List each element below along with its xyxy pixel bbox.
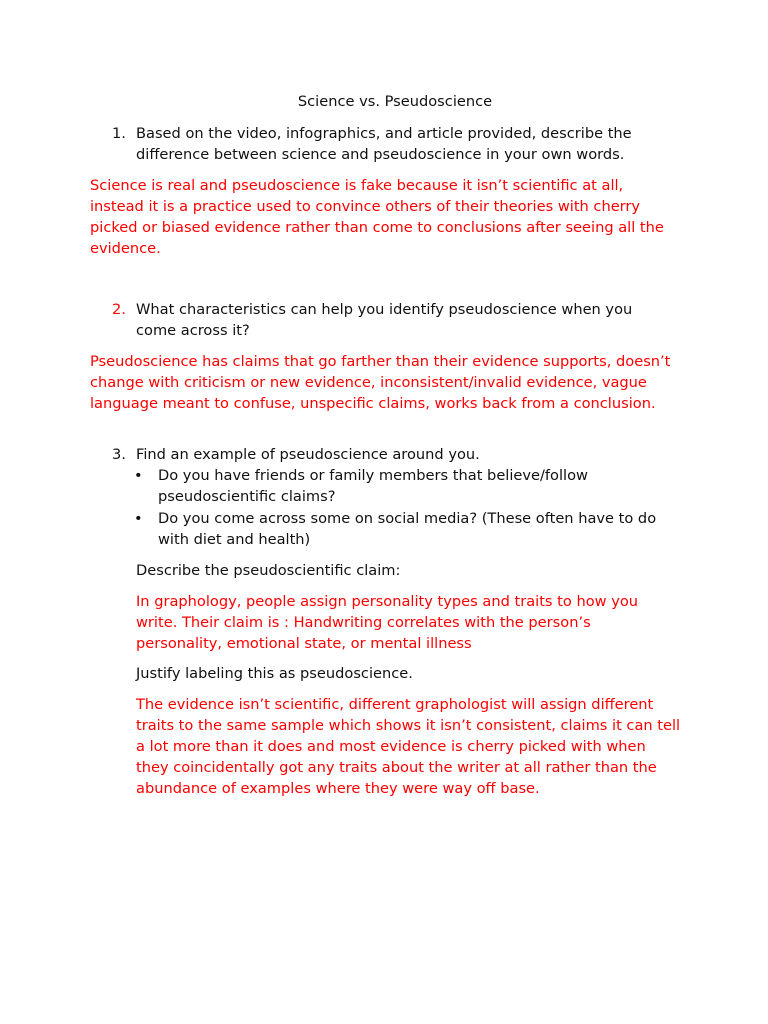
bullet-icon: • <box>134 510 143 527</box>
justify-prompt: Justify labeling this as pseudoscience. <box>136 665 413 682</box>
answer-1: Science is real and pseudoscience is fake because it isn’t scientific at all, instead it is a practice used to convince others of their theories with cherry picked or biased evidence rather than come to conclusions after seeing all the evidence. <box>90 177 664 257</box>
bullet-item <box>134 508 674 550</box>
bullet-text: Do you come across some on social media? (These often have to do with diet and health) <box>158 510 657 548</box>
question-3 <box>112 444 672 465</box>
question-1-number: 1. <box>112 125 126 142</box>
bullet-text: Do you have friends or family members that believe/follow pseudoscientific claims? <box>158 467 588 505</box>
question-3-number: 3. <box>112 446 126 463</box>
question-2-text: What characteristics can help you identify pseudoscience when you come across it? <box>136 301 633 339</box>
bullet-item <box>134 465 654 507</box>
describe-prompt: Describe the pseudoscientific claim: <box>136 562 401 579</box>
describe-answer: In graphology, people assign personality types and traits to how you write. Their claim is : Handwriting correlates with the person’s personality, emotional state, or mental illness <box>136 593 639 652</box>
justify-answer: The evidence isn’t scientific, different graphologist will assign different traits to the same sample which shows it isn’t consistent, claims it can tell a lot more than it does and most evidence is cherry picked with when they coincidentally got any traits about the writer at all rather than the abundance of examples where they were way off base. <box>136 696 681 797</box>
document-title: Science vs. Pseudoscience <box>297 93 493 110</box>
bullet-icon: • <box>134 467 143 484</box>
question-2-number: 2. <box>112 301 126 318</box>
question-1 <box>112 123 672 165</box>
question-3-text: Find an example of pseudoscience around you. <box>136 446 480 463</box>
answer-2: Pseudoscience has claims that go farther than their evidence supports, doesn’t change with criticism or new evidence, inconsistent/invalid evidence, vague language meant to confuse, unspecific claims, works back from a conclusion. <box>90 353 671 412</box>
question-1-text: Based on the video, infographics, and article provided, describe the difference between science and pseudoscience in your own words. <box>136 125 632 163</box>
question-2 <box>112 299 660 341</box>
